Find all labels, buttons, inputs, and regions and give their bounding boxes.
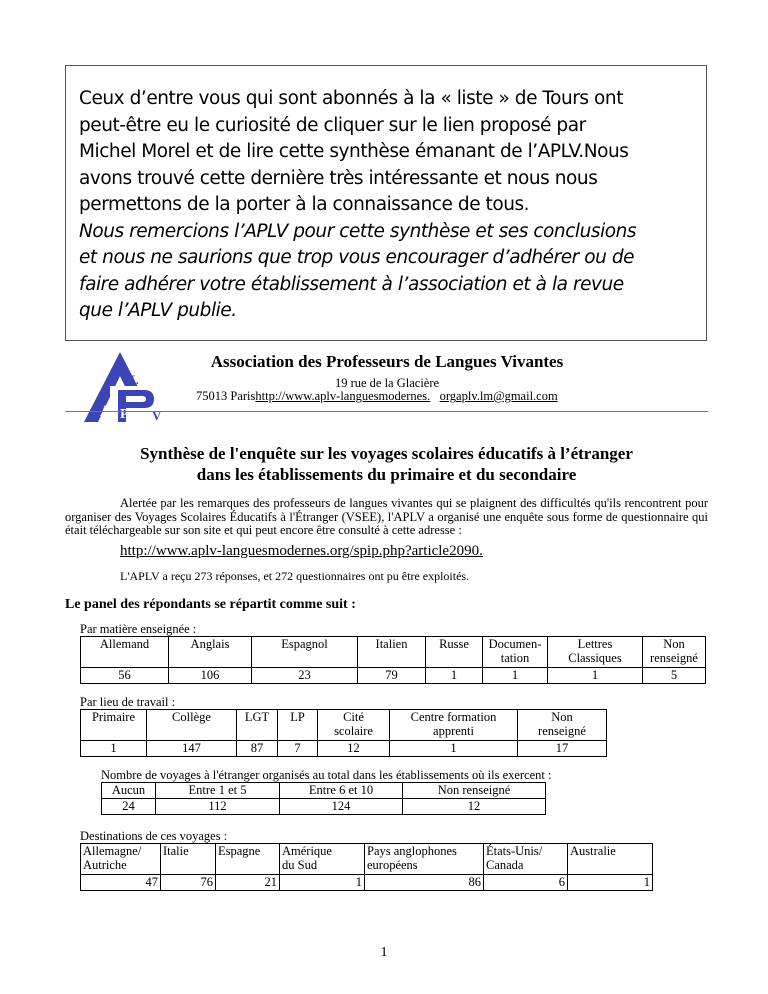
table-header-row (81, 844, 653, 875)
table-header-cell: Centre formation apprenti (390, 710, 518, 741)
survey-link[interactable]: http://www.aplv-languesmodernes.org/spip.php?article2090 (120, 543, 480, 559)
workplace-table-caption: Par lieu de travail : (80, 695, 176, 709)
logo-letter: P (120, 407, 129, 422)
header-divider (65, 411, 708, 412)
table-cell: 147 (147, 741, 237, 757)
table-header-cell: LP (278, 710, 318, 741)
table-header-cell: Allemagne/ Autriche (81, 844, 161, 875)
intro-paragraph: Alertée par les remarques des professeurs de langues vivantes qui se plaignent des difficultés qu'ils rencontrent pour organiser des Voyages Scolaires Éducatifs à l'Étranger (VSEE), l'APLV a organisé une enquête sous forme de questionnaire qui était téléchargeable sur son site et qui peut encore être consulté à cette adresse : (65, 496, 708, 537)
intro-box (65, 65, 707, 341)
table-cell: 112 (156, 799, 280, 815)
table-header-cell: Australie (568, 844, 653, 875)
table-row (81, 668, 706, 684)
destinations-table (80, 843, 653, 891)
table-header-cell: Collège (147, 710, 237, 741)
intro-line: peut-être eu le curiosité de cliquer sur le lien proposé par (79, 114, 586, 136)
association-email-link[interactable]: aplv.lm@gmail.com (456, 389, 558, 403)
table-header-cell: Russe (426, 637, 483, 668)
table-cell: 76 (161, 875, 216, 891)
table-cell: 7 (278, 741, 318, 757)
table-header-cell: États-Unis/ Canada (484, 844, 568, 875)
table-row (102, 799, 546, 815)
table-cell: 124 (280, 799, 403, 815)
association-name: Association des Professeurs de Langues Vivantes (210, 352, 564, 371)
survey-link-line (120, 543, 483, 560)
table-cell: 1 (280, 875, 365, 891)
table-header-cell: Amérique du Sud (280, 844, 365, 875)
survey-title-line: Synthèse de l'enquête sur les voyages scolaires éducatifs à l’étranger (140, 444, 633, 463)
table-cell: 87 (237, 741, 278, 757)
table-cell: 5 (643, 668, 706, 684)
table-header-cell: Espagne (216, 844, 280, 875)
intro-line: et nous ne saurions que trop vous encourager d’adhérer ou de (79, 247, 635, 268)
aplv-logo (80, 350, 168, 426)
table-header-cell: Entre 1 et 5 (156, 783, 280, 799)
table-header-cell: Lettres Classiques (548, 637, 643, 668)
table-header-cell: Allemand (81, 637, 169, 668)
association-contact (196, 389, 558, 404)
table-header-cell: Cité scolaire (318, 710, 390, 741)
survey-title (65, 443, 708, 485)
trips-table-caption: Nombre de voyages à l'étranger organisés au total dans les établissements où ils exercent : (101, 768, 552, 782)
survey-title-line: dans les établissements du primaire et du secondaire (196, 465, 577, 484)
intro-line: faire adhérer votre établissement à l’association et à la revue (79, 273, 624, 295)
table-cell: 23 (252, 668, 358, 684)
table-cell: 106 (169, 668, 252, 684)
table-cell: 86 (365, 875, 484, 891)
table-header-cell: Non renseigné (643, 637, 706, 668)
table-cell: 79 (358, 668, 426, 684)
intro-line: Michel Morel et de lire cette synthèse émanant de l’APLV.Nous (79, 141, 629, 162)
intro-line: Nous remercions l’APLV pour cette synthèse et ses conclusions (79, 220, 637, 242)
table-cell: 24 (102, 799, 156, 815)
table-header-cell: Aucun (102, 783, 156, 799)
responses-count: L'APLV a reçu 273 réponses, et 272 questionnaires ont pu être exploités. (120, 569, 470, 583)
table-cell: 6 (484, 875, 568, 891)
table-header-row (81, 637, 706, 668)
table-header-cell: Italien (358, 637, 426, 668)
table-row (81, 741, 607, 757)
table-header-cell: Entre 6 et 10 (280, 783, 403, 799)
table-cell: 17 (518, 741, 607, 757)
intro-line: avons trouvé cette dernière très intéressante et nous nous (79, 167, 598, 189)
workplace-table (80, 709, 607, 757)
table-cell: 1 (81, 741, 147, 757)
intro-line: Ceux d’entre vous qui sont abonnés à la « liste » de Tours ont (79, 88, 624, 109)
association-website-link[interactable]: http://www.aplv-languesmodernes. (255, 389, 431, 403)
table-header-cell: Non renseigné (403, 783, 546, 799)
intro-regular-text (79, 86, 696, 219)
table-header-cell: Espagnol (252, 637, 358, 668)
table-cell: 12 (403, 799, 546, 815)
table-header-cell: Primaire (81, 710, 147, 741)
table-header-cell: Anglais (169, 637, 252, 668)
table-header-row (102, 783, 546, 799)
logo-letter: A (100, 403, 112, 420)
association-website-suffix[interactable]: org (439, 389, 457, 403)
association-address: 19 rue de la Glacière (334, 376, 440, 390)
intro-italic-text (79, 219, 696, 325)
table-row (81, 875, 653, 891)
intro-line: permettons de la porter à la connaissance de tous. (79, 194, 530, 215)
table-header-cell: Documen- tation (483, 637, 548, 668)
table-cell: 1 (426, 668, 483, 684)
table-header-cell: LGT (237, 710, 278, 741)
table-cell: 1 (390, 741, 518, 757)
table-cell: 56 (81, 668, 169, 684)
table-header-cell: Pays anglophones européens (365, 844, 484, 875)
survey-link-suffix: . (479, 543, 483, 559)
trips-table (101, 782, 546, 815)
table-cell: 21 (216, 875, 280, 891)
logo-letter: V (152, 408, 162, 423)
table-cell: 1 (568, 875, 653, 891)
table-cell: 12 (318, 741, 390, 757)
table-header-row (81, 710, 607, 741)
destinations-table-caption: Destinations de ces voyages : (80, 829, 228, 843)
table-header-cell: Non renseigné (518, 710, 607, 741)
logo-letter: L (130, 372, 139, 387)
table-cell: 1 (483, 668, 548, 684)
intro-line: que l’APLV publie. (79, 300, 237, 321)
association-city: 75013 Paris (196, 389, 256, 403)
table-header-cell: Italie (161, 844, 216, 875)
subject-table (80, 636, 706, 684)
page-number: 1 (380, 945, 388, 960)
table-cell: 47 (81, 875, 161, 891)
table-cell: 1 (548, 668, 643, 684)
panel-heading: Le panel des répondants se répartit comme suit : (65, 597, 356, 612)
subject-table-caption: Par matière enseignée : (80, 622, 197, 636)
